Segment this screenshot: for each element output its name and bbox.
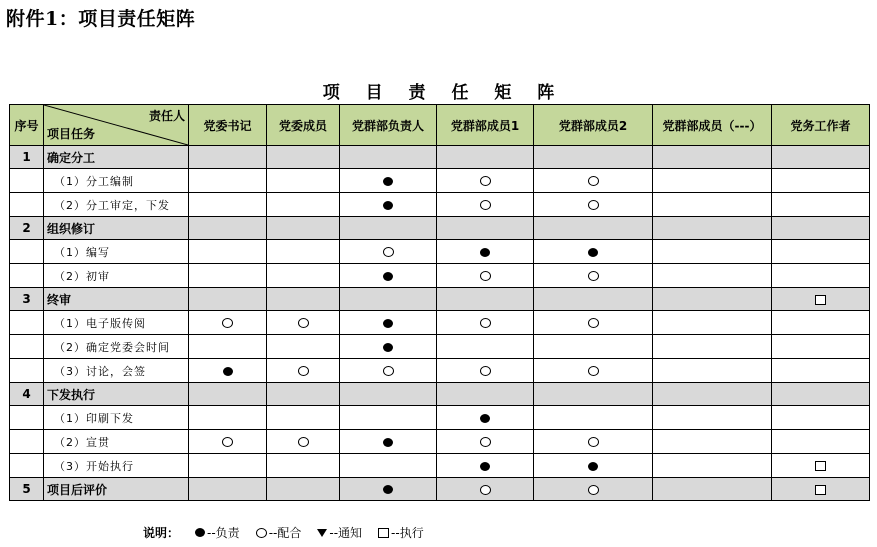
- matrix-cell: [772, 240, 870, 264]
- matrix-cell: [267, 217, 340, 240]
- task-row: [10, 406, 870, 430]
- hollow-circle-icon: [383, 247, 394, 257]
- row-task: 确定分工: [44, 146, 189, 169]
- matrix-cell: [437, 146, 534, 169]
- hollow-circle-icon: [480, 176, 491, 186]
- hollow-square-icon: [815, 295, 826, 305]
- hollow-circle-icon: [298, 318, 309, 328]
- matrix-cell: [534, 288, 653, 311]
- filled-circle-icon: [480, 462, 490, 471]
- hollow-square-icon: [815, 485, 826, 495]
- row-seq: 3: [10, 288, 44, 311]
- hollow-circle-icon: [480, 318, 491, 328]
- group-row: [10, 478, 870, 501]
- down-triangle-icon: [317, 529, 327, 537]
- matrix-cell: [437, 169, 534, 193]
- header-diagonal-cell: [44, 105, 189, 146]
- matrix-cell: [772, 454, 870, 478]
- hollow-circle-icon: [588, 271, 599, 281]
- hollow-circle-icon: [480, 437, 491, 447]
- matrix-cell: [653, 240, 772, 264]
- matrix-cell: [772, 217, 870, 240]
- row-task: （2）宣贯: [44, 430, 189, 454]
- row-seq: [10, 335, 44, 359]
- row-seq: [10, 169, 44, 193]
- legend: [143, 524, 440, 541]
- matrix-cell: [340, 169, 437, 193]
- legend-text: --通知: [329, 526, 363, 540]
- legend-item-execute: [378, 524, 424, 541]
- matrix-cell: [267, 359, 340, 383]
- matrix-cell: [189, 146, 267, 169]
- matrix-cell: [772, 288, 870, 311]
- matrix-cell: [340, 240, 437, 264]
- matrix-cell: [534, 383, 653, 406]
- matrix-cell: [189, 359, 267, 383]
- hollow-circle-icon: [588, 318, 599, 328]
- matrix-cell: [189, 264, 267, 288]
- row-task: （1）印刷下发: [44, 406, 189, 430]
- matrix-cell: [653, 288, 772, 311]
- row-task: （3）开始执行: [44, 454, 189, 478]
- matrix-cell: [189, 288, 267, 311]
- matrix-cell: [189, 193, 267, 217]
- row-seq: [10, 264, 44, 288]
- legend-text: --负责: [207, 526, 240, 540]
- hollow-circle-icon: [298, 437, 309, 447]
- row-task: 终审: [44, 288, 189, 311]
- matrix-cell: [189, 217, 267, 240]
- matrix-cell: [340, 311, 437, 335]
- matrix-cell: [189, 383, 267, 406]
- matrix-cell: [437, 264, 534, 288]
- row-seq: 1: [10, 146, 44, 169]
- filled-circle-icon: [383, 438, 393, 447]
- header-responsible: 责任人: [148, 109, 185, 123]
- matrix-cell: [653, 169, 772, 193]
- matrix-cell: [267, 169, 340, 193]
- header-role: 党委成员: [267, 105, 340, 146]
- matrix-cell: [772, 311, 870, 335]
- header-role: 党群部成员（---）: [653, 105, 772, 146]
- matrix-cell: [772, 406, 870, 430]
- row-task: 项目后评价: [44, 478, 189, 501]
- matrix-cell: [340, 359, 437, 383]
- task-row: [10, 359, 870, 383]
- matrix-cell: [534, 454, 653, 478]
- hollow-circle-icon: [480, 366, 491, 376]
- matrix-cell: [340, 454, 437, 478]
- matrix-cell: [189, 430, 267, 454]
- header-task: 项目任务: [47, 127, 96, 141]
- matrix-cell: [653, 454, 772, 478]
- matrix-cell: [437, 383, 534, 406]
- matrix-cell: [437, 193, 534, 217]
- matrix-cell: [340, 406, 437, 430]
- hollow-square-icon: [815, 461, 826, 471]
- matrix-cell: [653, 335, 772, 359]
- row-task: （1）电子版传阅: [44, 311, 189, 335]
- responsibility-matrix-table: [9, 104, 870, 501]
- matrix-cell: [267, 146, 340, 169]
- filled-circle-icon: [383, 485, 393, 494]
- matrix-cell: [653, 146, 772, 169]
- legend-label: 说明：: [143, 526, 180, 540]
- row-task: （3）讨论，会签: [44, 359, 189, 383]
- matrix-cell: [340, 288, 437, 311]
- matrix-cell: [437, 430, 534, 454]
- filled-circle-icon: [588, 462, 598, 471]
- matrix-cell: [437, 359, 534, 383]
- task-row: [10, 240, 870, 264]
- filled-circle-icon: [383, 343, 393, 352]
- legend-text: --配合: [268, 526, 302, 540]
- matrix-cell: [340, 478, 437, 501]
- row-seq: [10, 311, 44, 335]
- hollow-square-icon: [378, 528, 389, 538]
- group-row: [10, 146, 870, 169]
- matrix-cell: [437, 454, 534, 478]
- row-seq: 4: [10, 383, 44, 406]
- matrix-cell: [437, 406, 534, 430]
- row-task: （1）编写: [44, 240, 189, 264]
- row-seq: 5: [10, 478, 44, 501]
- matrix-cell: [534, 335, 653, 359]
- matrix-cell: [653, 193, 772, 217]
- matrix-cell: [340, 146, 437, 169]
- matrix-cell: [340, 335, 437, 359]
- legend-item-cooperate: [256, 524, 302, 541]
- matrix-cell: [772, 193, 870, 217]
- matrix-cell: [772, 335, 870, 359]
- matrix-cell: [189, 311, 267, 335]
- filled-circle-icon: [480, 414, 490, 423]
- header-role: 党务工作者: [772, 105, 870, 146]
- hollow-circle-icon: [588, 437, 599, 447]
- legend-text: --执行: [391, 526, 424, 540]
- row-task: 组织修订: [44, 217, 189, 240]
- matrix-cell: [653, 430, 772, 454]
- matrix-cell: [267, 264, 340, 288]
- hollow-circle-icon: [480, 485, 491, 495]
- matrix-cell: [534, 311, 653, 335]
- filled-circle-icon: [195, 528, 205, 537]
- matrix-cell: [340, 430, 437, 454]
- hollow-circle-icon: [588, 200, 599, 210]
- group-row: [10, 217, 870, 240]
- task-row: [10, 311, 870, 335]
- matrix-cell: [534, 264, 653, 288]
- matrix-cell: [267, 478, 340, 501]
- header-seq: 序号: [10, 105, 44, 146]
- header-role: 党群部成员1: [437, 105, 534, 146]
- filled-circle-icon: [383, 272, 393, 281]
- matrix-cell: [340, 217, 437, 240]
- matrix-cell: [189, 478, 267, 501]
- header-role: 党群部成员2: [534, 105, 653, 146]
- row-seq: [10, 454, 44, 478]
- matrix-cell: [772, 169, 870, 193]
- hollow-circle-icon: [256, 528, 267, 538]
- row-task: （2）分工审定，下发: [44, 193, 189, 217]
- matrix-cell: [772, 478, 870, 501]
- matrix-cell: [340, 383, 437, 406]
- matrix-cell: [534, 146, 653, 169]
- matrix-cell: [653, 217, 772, 240]
- matrix-cell: [189, 169, 267, 193]
- filled-circle-icon: [588, 248, 598, 257]
- matrix-cell: [189, 240, 267, 264]
- matrix-cell: [534, 478, 653, 501]
- task-row: [10, 335, 870, 359]
- matrix-cell: [267, 311, 340, 335]
- matrix-cell: [267, 454, 340, 478]
- matrix-cell: [189, 454, 267, 478]
- filled-circle-icon: [383, 319, 393, 328]
- hollow-circle-icon: [588, 176, 599, 186]
- task-row: [10, 454, 870, 478]
- hollow-circle-icon: [588, 485, 599, 495]
- matrix-cell: [534, 430, 653, 454]
- matrix-cell: [267, 430, 340, 454]
- hollow-circle-icon: [222, 318, 233, 328]
- header-row: [10, 105, 870, 146]
- matrix-cell: [653, 383, 772, 406]
- filled-circle-icon: [480, 248, 490, 257]
- matrix-cell: [653, 359, 772, 383]
- matrix-cell: [772, 430, 870, 454]
- matrix-cell: [267, 383, 340, 406]
- matrix-cell: [772, 146, 870, 169]
- matrix-cell: [772, 383, 870, 406]
- matrix-cell: [534, 359, 653, 383]
- matrix-cell: [437, 311, 534, 335]
- matrix-cell: [653, 311, 772, 335]
- task-row: [10, 264, 870, 288]
- row-seq: [10, 430, 44, 454]
- legend-item-responsible: [195, 524, 240, 541]
- row-seq: 2: [10, 217, 44, 240]
- matrix-cell: [653, 406, 772, 430]
- row-task: （2）初审: [44, 264, 189, 288]
- group-row: [10, 288, 870, 311]
- hollow-circle-icon: [222, 437, 233, 447]
- matrix-cell: [189, 406, 267, 430]
- task-row: [10, 430, 870, 454]
- matrix-title: 项 目 责 任 矩 阵: [322, 83, 555, 103]
- matrix-cell: [437, 217, 534, 240]
- matrix-cell: [267, 240, 340, 264]
- hollow-circle-icon: [588, 366, 599, 376]
- matrix-cell: [437, 478, 534, 501]
- row-seq: [10, 359, 44, 383]
- matrix-cell: [653, 478, 772, 501]
- hollow-circle-icon: [480, 200, 491, 210]
- matrix-body: [10, 146, 870, 501]
- matrix-cell: [772, 264, 870, 288]
- matrix-cell: [340, 193, 437, 217]
- matrix-cell: [534, 169, 653, 193]
- row-task: （2）确定党委会时间: [44, 335, 189, 359]
- matrix-cell: [267, 288, 340, 311]
- matrix-cell: [534, 240, 653, 264]
- document-heading: 附件1：项目责任矩阵: [6, 8, 196, 30]
- matrix-cell: [534, 193, 653, 217]
- hollow-circle-icon: [298, 366, 309, 376]
- task-row: [10, 193, 870, 217]
- matrix-cell: [267, 335, 340, 359]
- filled-circle-icon: [223, 367, 233, 376]
- matrix-cell: [437, 335, 534, 359]
- filled-circle-icon: [383, 177, 393, 186]
- legend-item-notify: [317, 524, 362, 541]
- row-seq: [10, 193, 44, 217]
- matrix-cell: [437, 288, 534, 311]
- filled-circle-icon: [383, 201, 393, 210]
- matrix-cell: [772, 359, 870, 383]
- header-role: 党委书记: [189, 105, 267, 146]
- hollow-circle-icon: [383, 366, 394, 376]
- group-row: [10, 383, 870, 406]
- matrix-cell: [653, 264, 772, 288]
- matrix-cell: [267, 406, 340, 430]
- matrix-cell: [267, 193, 340, 217]
- matrix-cell: [534, 217, 653, 240]
- row-seq: [10, 240, 44, 264]
- hollow-circle-icon: [480, 271, 491, 281]
- header-role: 党群部负责人: [340, 105, 437, 146]
- task-row: [10, 169, 870, 193]
- matrix-cell: [534, 406, 653, 430]
- row-task: 下发执行: [44, 383, 189, 406]
- matrix-cell: [189, 335, 267, 359]
- row-seq: [10, 406, 44, 430]
- matrix-cell: [437, 240, 534, 264]
- matrix-cell: [340, 264, 437, 288]
- row-task: （1）分工编制: [44, 169, 189, 193]
